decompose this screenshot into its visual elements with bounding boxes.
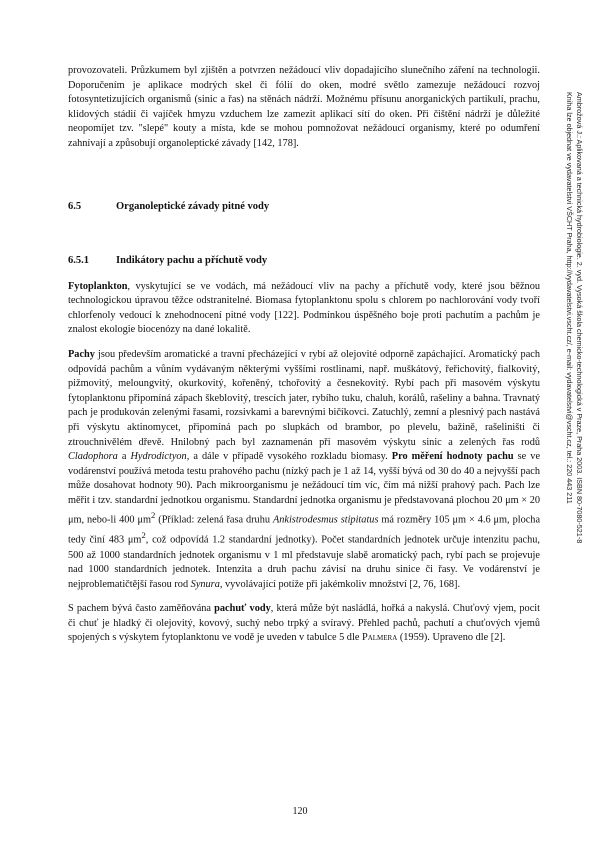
author-palmer: Palmera <box>361 632 398 644</box>
order-info-line: Kniha lze objednat ve vydavatelství VŠCHT Praha, http://vydavatelstvi.vscht.cz/, e-mail: vydavatelstvi@vscht.cz, tel.: 220 443 211 <box>565 92 574 504</box>
text-run: S pachem bývá často zaměňována <box>68 603 215 615</box>
paragraph-fytoplankton <box>68 280 540 338</box>
superscript: 2 <box>151 510 156 521</box>
taxon-hydrodictyon: Hydrodictyon <box>130 451 187 463</box>
term-mereni-pachu: Pro měření hodnoty pachu <box>391 451 514 463</box>
taxon-cladophora: Cladophora <box>68 451 118 463</box>
text-run: , a dále v případě vysokého rozkladu biomasy. <box>186 451 392 463</box>
paragraph-intro: provozovateli. Průzkumem byl zjištěn a potvrzen nežádoucí vliv dopadajícího slunečního záření na technologii. Doporučením je aplikace modrých skel či fólií do oken, modré světlo zamezuje nežádoucí rozvoj fotosyntetizujících organismů (sinic a řas) na stěnách nádrží. Možnému přísunu anorganických partikulí, prachu, klidových stádií či vajíček hmyzu vzduchem lze zamezit aplikací sítí do oken. Při čištění nádrží je důležité neopomíjet tzv. "slepé" kouty a místa, kde se mohou pomnožovat nežádoucí organismy, které po odumření zahnívají a způsobují organoleptické závady [142, 178]. <box>68 65 540 149</box>
section-number: 6.5 <box>68 200 82 212</box>
document-page <box>68 64 540 656</box>
term-fytoplankton: Fytoplankton <box>68 280 128 292</box>
text-run: se ve vodárenství používá metoda testu prahového pachu (nízký pach je 1 až 14, vyšší bývá od 30 do 40 a nejvyšší pach může dosahovat hodnoty 90). Pach mikroorganismu je nežádoucí tím víc, čím má nižší prahový pach. Pach lze měřit i tzv. standardní jednotkou organismu. Standardní jednotka organismu je představovaná plochou 20 μm × 20 μm, nebo-li 400 μm <box>68 451 541 526</box>
subsection-title: Indikátory pachu a příchutě vody <box>116 254 268 266</box>
superscript: 2 <box>141 530 146 541</box>
text-run: , která může být nasládlá, hořká a nakyslá. Chuťový vjem, pocit či chuť je hladký či olejovitý, kovový, suchý nebo trpký a svíravý. Přehled pachů, pachutí a chuťových vjemů spojených s výskytem fytoplanktonu ve vodě je uveden v tabulce 5 dle <box>68 603 540 644</box>
term-pachut-vody: pachuť vody <box>214 603 271 615</box>
subsection-heading-6-5-1 <box>68 254 540 268</box>
text-run: , vyvolávající potíže při jakémkoliv množství [2, 76, 168]. <box>219 578 461 590</box>
text-run: (Příklad: zelená řasa druhu <box>155 514 273 526</box>
text-run: a <box>117 451 131 463</box>
paragraph-pachut <box>68 602 540 646</box>
paragraph-pachy <box>68 348 540 592</box>
text-run: , což odpovídá 1.2 standardní jednotky). Počet standardních jednotek určuje intenzitu pachu, 500 až 1000 standardních jednotek organismu v 1 ml představuje slabě aromatický pach, rybí pach se projevuje nad 1000 standardních jednotek. Intenzita a druh pachu závisí na druhu sinice či řasy. Ve vodárenství je nejproblematičtější řasou rod <box>68 534 540 590</box>
text-run: má rozměry 105 μm × 4.6 μm, plocha tedy činí 483 μm <box>68 514 541 546</box>
text-run: (1959). Upraveno dle [2]. <box>397 632 506 644</box>
section-title: Organoleptické závady pitné vody <box>116 200 270 212</box>
taxon-synura: Synura <box>190 578 220 590</box>
text-run: jsou především aromatické a travní přecházející v rybí až olejovité odporně zapáchající. Aromatický pach odpovídá pachům a vůním vydávaným některými vyššími rostlinami, např. muškátový, řeřichovitý, fialkovitý, pižmovitý, meloungvitý, okurkovitý, kořeněný, tchořovitý a česnekovitý. Rybí pach při masovém výskytu fytoplanktonu připomíná zápach škeblovitý, trescích jater, rybího tuku, chaluh, korálů, rašeliny a bahna. Travnatý pach je produkován zelenými řasami, rozsivkami a barevnými bičíkovci. Zatuchlý, zemní a plesnivý pach nastává při výskytu aktinomycet, připomíná pach po slupkách od brambor, po plevelu, bažině, rašeliništi či ztrouchnivělém dřevě. Hnilobný pach byl zaznamenán při masovém výskytu sinic a zelených řas rodů <box>68 348 540 448</box>
subsection-number: 6.5.1 <box>68 254 89 266</box>
citation-line: Ambrožová J.: Aplikovaná a technická hydrobiologie. 2. vyd. Vysoká škola chemicko-technologická v Praze, Praha 2003. ISBN 80-7080-521-8 <box>575 92 584 544</box>
term-pachy: Pachy <box>68 348 95 360</box>
section-heading-6-5 <box>68 200 540 214</box>
side-citation <box>546 92 584 712</box>
text-run: , vyskytující se ve vodách, má nežádoucí vliv na pachy a příchutě vody, které jsou běžnou technologickou úpravou těžce odstranitelné. Biomasa fytoplanktonu spolu s chlorem po nachlorování vody tvoří chlorfenoly vedoucí k znehodnocení pitné vody [122]. Podmínkou úspěšného boje proti pachutím a pachům je znalost ekologie biocenózy na dané lokalitě. <box>68 280 540 336</box>
page-number: 120 <box>292 806 308 817</box>
taxon-ankistrodesmus: Ankistrodesmus stipitatus <box>272 514 379 526</box>
